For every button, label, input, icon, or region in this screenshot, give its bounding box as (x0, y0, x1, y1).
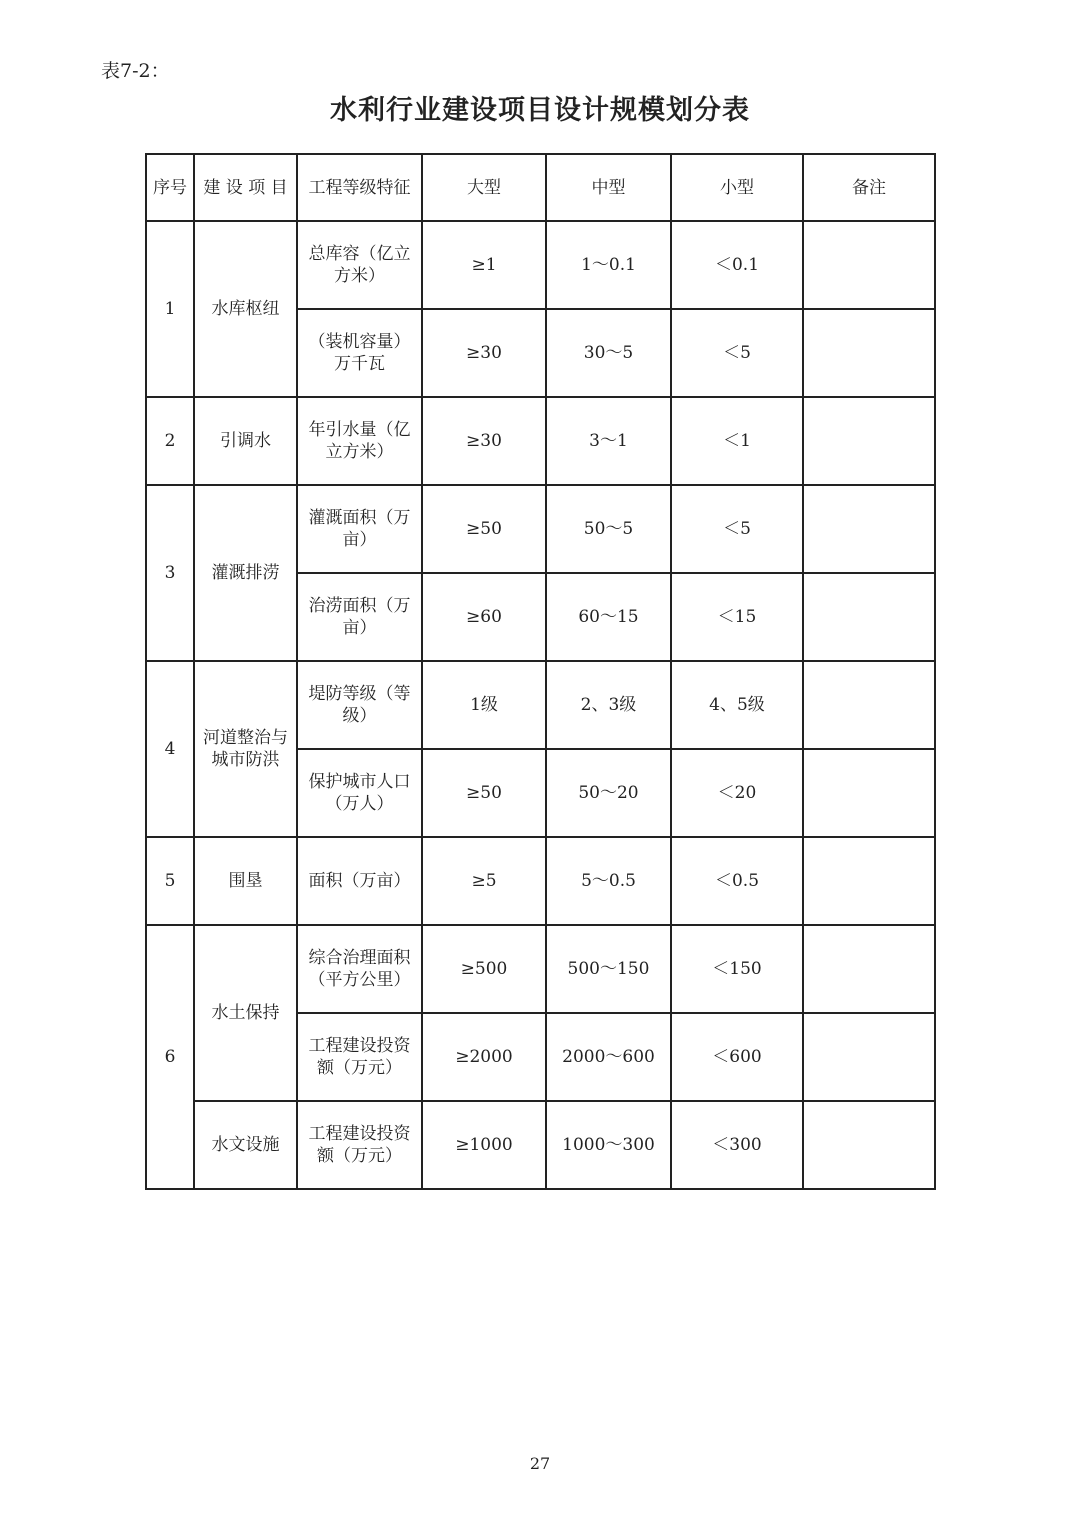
feature-cell: 综合治理面积（平方公里） (297, 925, 422, 1013)
small-cell: 4、5级 (671, 661, 803, 749)
table-row (146, 925, 935, 1013)
large-cell: ≥2000 (422, 1013, 546, 1101)
feature-cell: 保护城市人口（万人） (297, 749, 422, 837)
serial-number-cell: 6 (146, 925, 194, 1189)
header-cell: 小型 (671, 154, 803, 221)
medium-cell: 2000～600 (546, 1013, 671, 1101)
large-cell: ≥1000 (422, 1101, 546, 1189)
medium-cell: 1～0.1 (546, 221, 671, 309)
large-cell: 1级 (422, 661, 546, 749)
note-cell (803, 837, 935, 925)
serial-number-cell: 4 (146, 661, 194, 837)
header-cell: 序号 (146, 154, 194, 221)
feature-cell: 灌溉面积（万亩） (297, 485, 422, 573)
serial-number-cell: 1 (146, 221, 194, 397)
small-cell: ＜150 (671, 925, 803, 1013)
feature-cell: 堤防等级（等级） (297, 661, 422, 749)
project-cell: 河道整治与城市防洪 (194, 661, 297, 837)
large-cell: ≥30 (422, 397, 546, 485)
table-row (146, 1101, 935, 1189)
note-cell (803, 573, 935, 661)
medium-cell: 500～150 (546, 925, 671, 1013)
feature-cell: 面积（万亩） (297, 837, 422, 925)
feature-cell: 总库容（亿立方米） (297, 221, 422, 309)
medium-cell: 50～20 (546, 749, 671, 837)
note-cell (803, 1101, 935, 1189)
feature-cell: 治涝面积（万亩） (297, 573, 422, 661)
feature-cell: 年引水量（亿立方米） (297, 397, 422, 485)
note-cell (803, 397, 935, 485)
small-cell: ＜5 (671, 485, 803, 573)
medium-cell: 3～1 (546, 397, 671, 485)
small-cell: ＜15 (671, 573, 803, 661)
project-cell: 水土保持 (194, 925, 297, 1101)
project-cell: 围垦 (194, 837, 297, 925)
table-row (146, 221, 935, 309)
large-cell: ≥60 (422, 573, 546, 661)
medium-cell: 50～5 (546, 485, 671, 573)
header-cell: 大型 (422, 154, 546, 221)
medium-cell: 2、3级 (546, 661, 671, 749)
note-cell (803, 1013, 935, 1101)
feature-cell: 工程建设投资额（万元） (297, 1101, 422, 1189)
project-cell: 水库枢纽 (194, 221, 297, 397)
large-cell: ≥50 (422, 485, 546, 573)
project-cell: 灌溉排涝 (194, 485, 297, 661)
note-cell (803, 925, 935, 1013)
small-cell: ＜0.5 (671, 837, 803, 925)
scale-classification-table (145, 153, 936, 1190)
serial-number-cell: 5 (146, 837, 194, 925)
large-cell: ≥500 (422, 925, 546, 1013)
project-cell: 水文设施 (194, 1101, 297, 1189)
header-cell: 建 设 项 目 (194, 154, 297, 221)
medium-cell: 30～5 (546, 309, 671, 397)
table-row (146, 485, 935, 573)
small-cell: ＜0.1 (671, 221, 803, 309)
header-cell: 备注 (803, 154, 935, 221)
note-cell (803, 749, 935, 837)
large-cell: ≥50 (422, 749, 546, 837)
small-cell: ＜600 (671, 1013, 803, 1101)
table-row (146, 397, 935, 485)
medium-cell: 5～0.5 (546, 837, 671, 925)
feature-cell: 工程建设投资额（万元） (297, 1013, 422, 1101)
header-cell: 中型 (546, 154, 671, 221)
project-cell: 引调水 (194, 397, 297, 485)
table-label: 表7-2： (101, 60, 170, 82)
table-row (146, 837, 935, 925)
small-cell: ＜300 (671, 1101, 803, 1189)
medium-cell: 1000～300 (546, 1101, 671, 1189)
large-cell: ≥1 (422, 221, 546, 309)
header-row (146, 154, 935, 221)
medium-cell: 60～15 (546, 573, 671, 661)
note-cell (803, 221, 935, 309)
note-cell (803, 309, 935, 397)
small-cell: ＜5 (671, 309, 803, 397)
serial-number-cell: 2 (146, 397, 194, 485)
large-cell: ≥5 (422, 837, 546, 925)
page-number: 27 (529, 1454, 551, 1473)
small-cell: ＜1 (671, 397, 803, 485)
note-cell (803, 485, 935, 573)
note-cell (803, 661, 935, 749)
small-cell: ＜20 (671, 749, 803, 837)
document-title: 水利行业建设项目设计规模划分表 (330, 95, 750, 126)
large-cell: ≥30 (422, 309, 546, 397)
table-row (146, 661, 935, 749)
header-cell: 工程等级特征 (297, 154, 422, 221)
feature-cell: （装机容量）万千瓦 (297, 309, 422, 397)
serial-number-cell: 3 (146, 485, 194, 661)
